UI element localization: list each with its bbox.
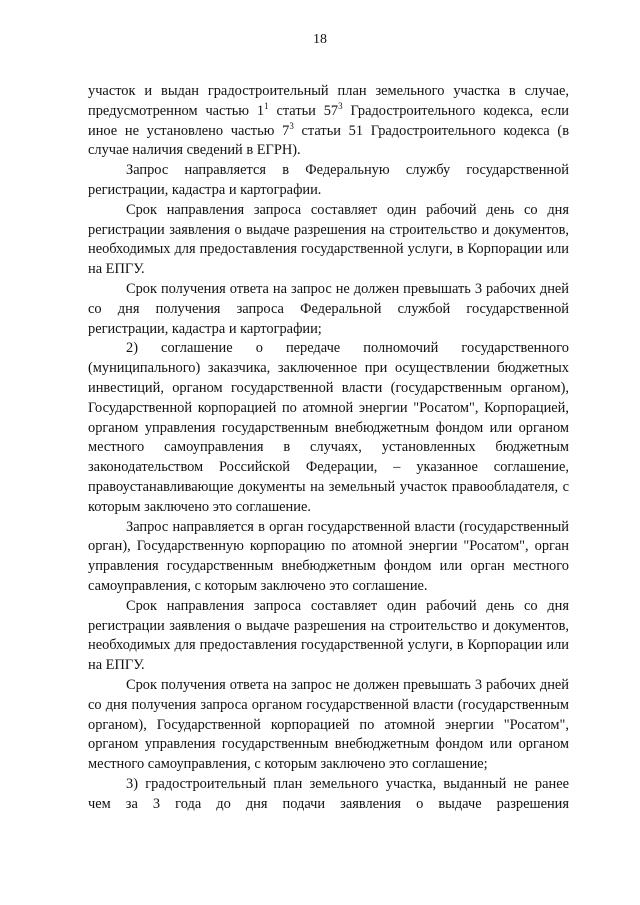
paragraph-9: 3) градостроительный план земельного участка, выданный не ранее чем за 3 года до дня подачи заявления о выдаче разрешения: [88, 775, 569, 812]
superscript-2: 3: [338, 100, 343, 111]
paragraph-2: Запрос направляется в Федеральную службу государственной регистрации, кадастра и картографии.: [88, 162, 569, 198]
superscript-1: 1: [264, 100, 269, 111]
page-number: 18: [313, 32, 327, 47]
paragraph-1: [88, 82, 569, 161]
paragraph-5: 2) соглашение о передаче полномочий государственного (муниципального) заказчика, заключенное при осуществлении бюджетных инвестиций, органом государственной власти (государственным органом), Государственной корпорацией по атомной энергии "Росатом", Корпорацией, органом управления государственным внебюджетным фондом или органом местного самоуправления в случаях, установленных бюджетным законодательством Российской Федерации, – указанное соглашение, правоустанавливающие документы на земельный участок правообладателя, с которым заключено это соглашение.: [88, 340, 569, 515]
document-body: [88, 82, 569, 814]
paragraph-1-part-c: Градостроительного кодекса, если иное не установлено частью 7: [88, 102, 569, 139]
paragraph-1-part-d: статьи 51 Градостроительного кодекса (в случае наличия сведений в ЕГРН).: [88, 122, 569, 159]
paragraph-7: Срок направления запроса составляет один рабочий день со дня регистрации заявления о выдаче разрешения на строительство и документов, необходимых для предоставления государственной услуги, в Корпорации или на ЕПГУ.: [88, 597, 569, 674]
paragraph-1-part-a: участок и выдан градостроительный план земельного участка в случае, предусмотренном частью 1: [88, 83, 569, 119]
paragraph-8: Срок получения ответа на запрос не должен превышать 3 рабочих дней со дня получения запроса органом государственной власти (государственным органом), Государственной корпорацией по атомной энергии "Росатом", органом управления государственным внебюджетным фондом или органом местного самоуправления, с которым заключено это соглашение;: [88, 676, 569, 773]
superscript-3: 3: [289, 120, 294, 131]
paragraph-1-part-b: статьи 57: [268, 102, 339, 119]
paragraph-3: Срок направления запроса составляет один рабочий день со дня регистрации заявления о выдаче разрешения на строительство и документов, необходимых для предоставления государственной услуги, в Корпорации или на ЕПГУ.: [88, 201, 569, 278]
paragraph-4: Срок получения ответа на запрос не должен превышать 3 рабочих дней со дня получения запроса Федеральной службой государственной регистрации, кадастра и картографии;: [88, 280, 569, 337]
paragraph-6: Запрос направляется в орган государственной власти (государственный орган), Государственную корпорацию по атомной энергии "Росатом", орган управления государственным внебюджетным фондом или орган местного самоуправления, с которым заключено это соглашение.: [88, 518, 569, 594]
